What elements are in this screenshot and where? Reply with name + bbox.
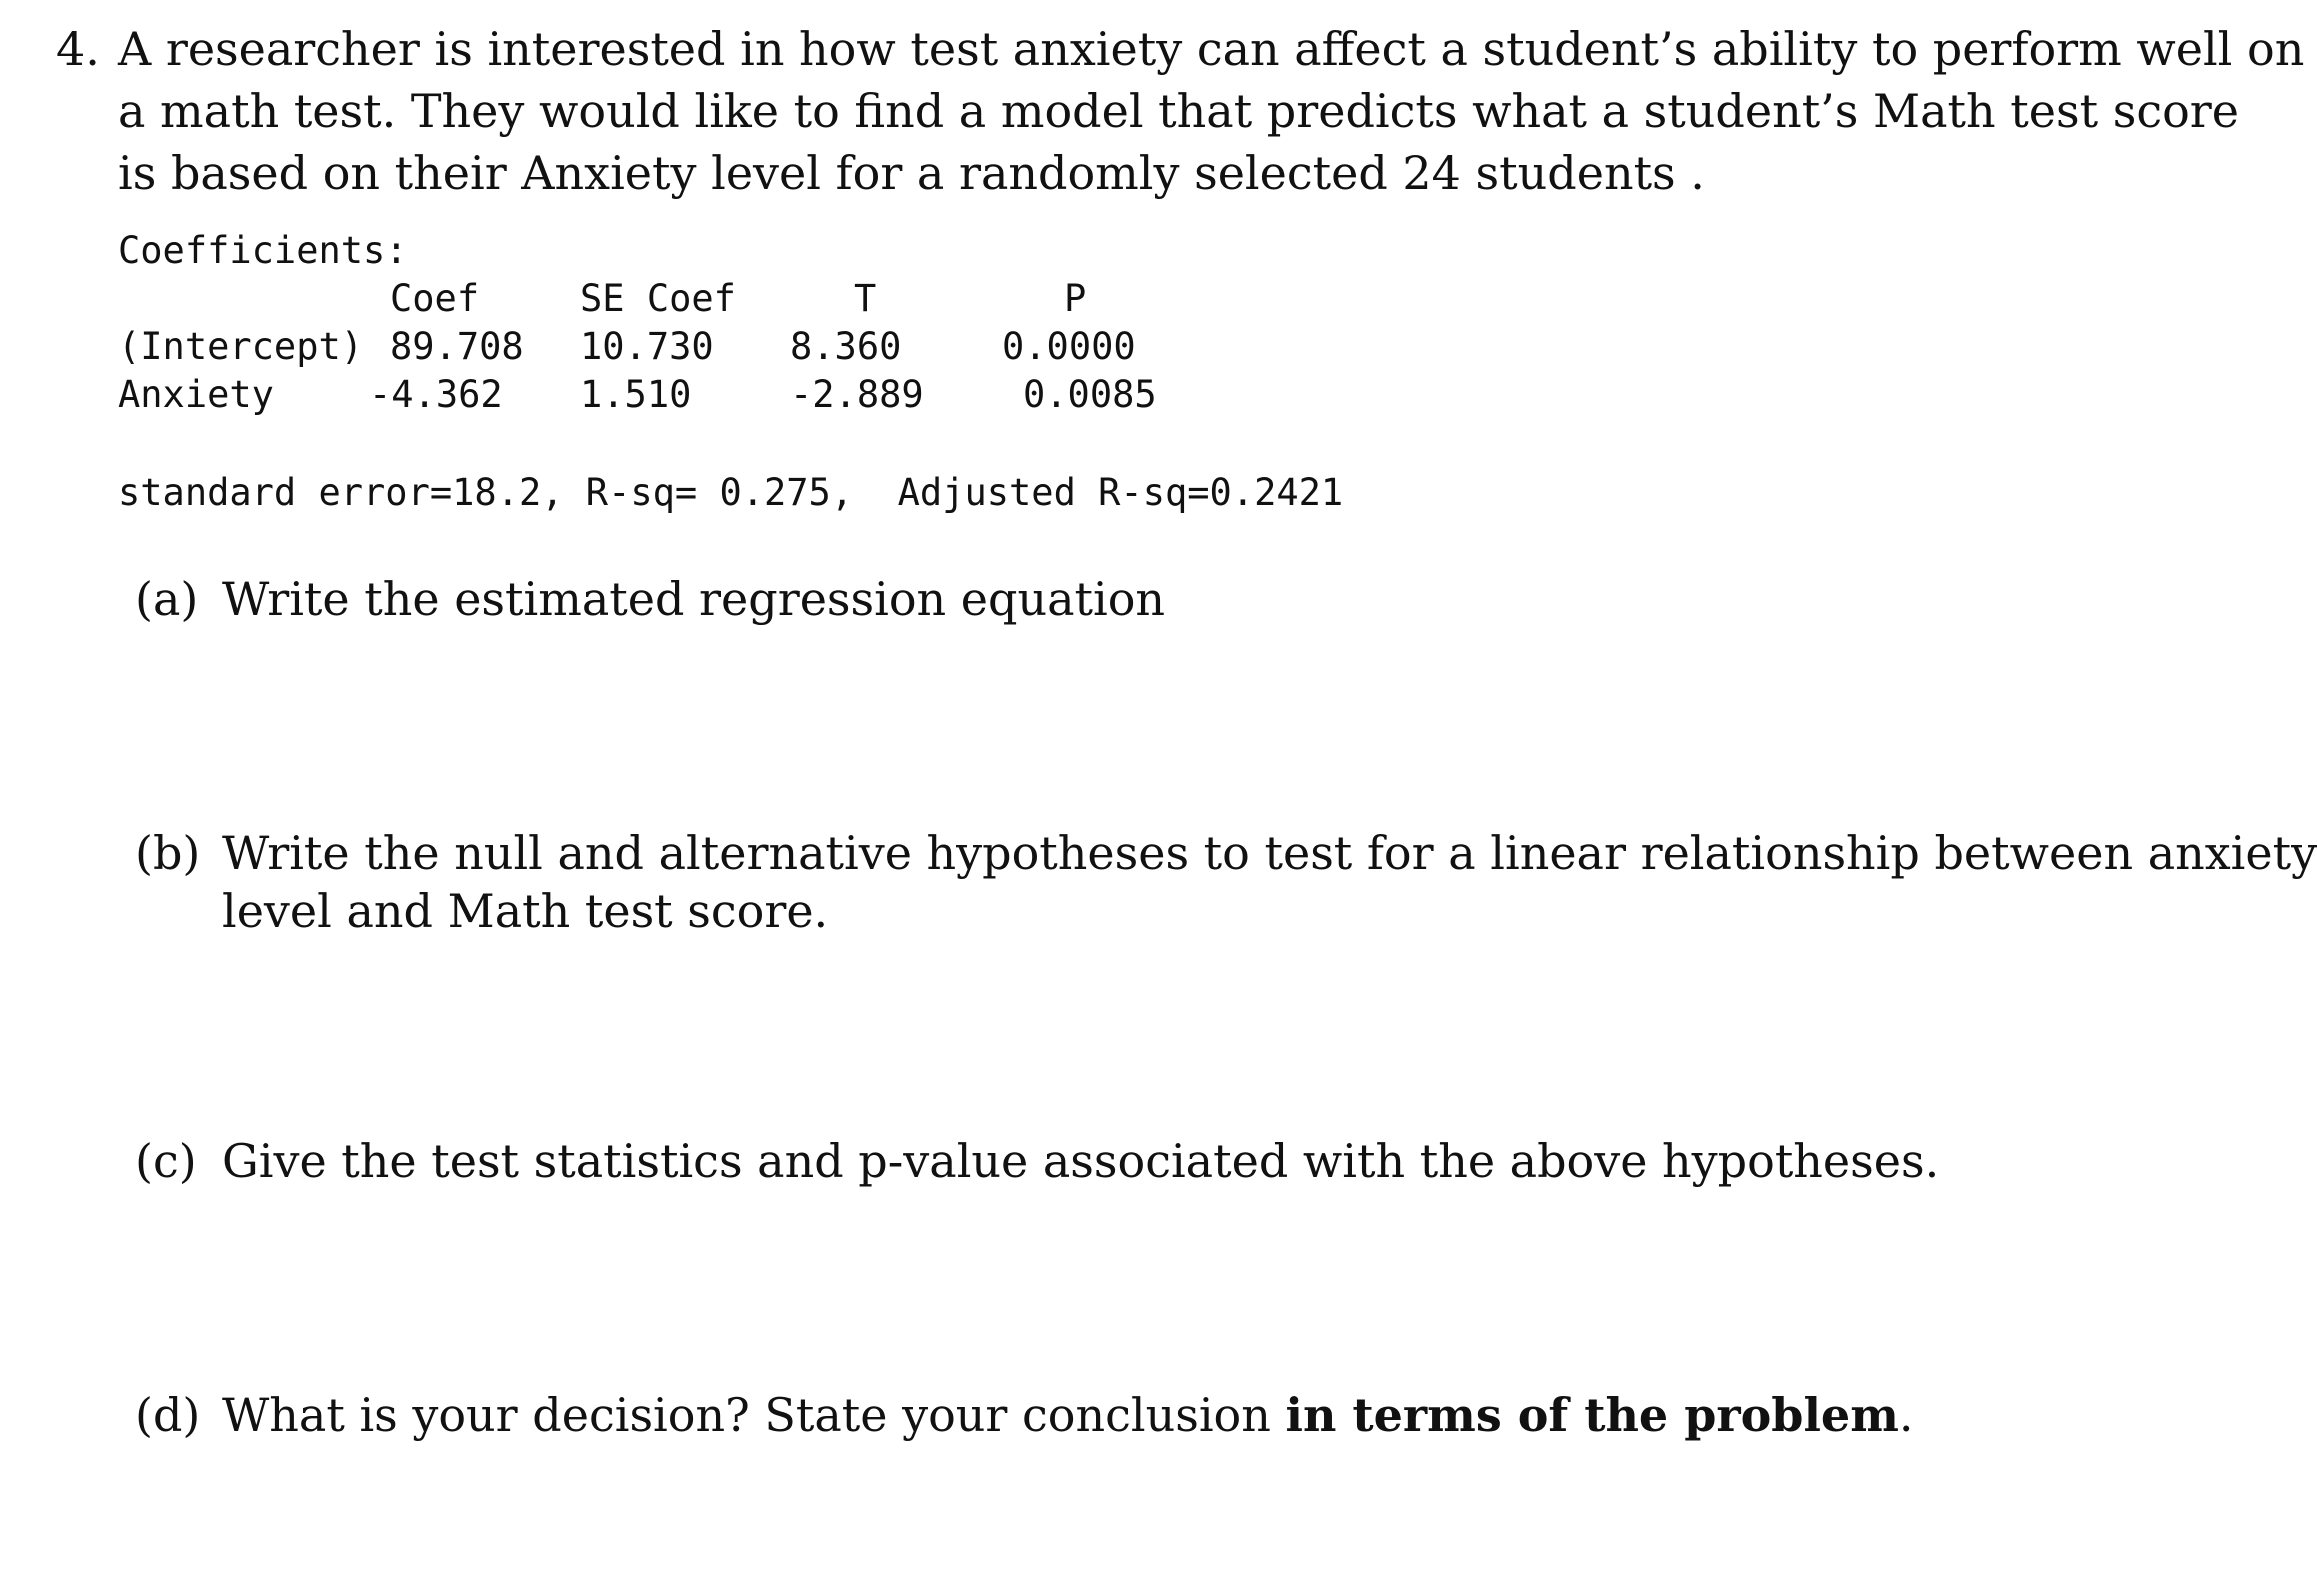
part-c-text: Give the test statistics and p-value associated with the above hypotheses.	[222, 1134, 1940, 1188]
part-c	[0, 1132, 2046, 1192]
cell-anxiety-t: -2.889	[790, 373, 924, 416]
coefficients-title: Coefficients:	[118, 229, 408, 272]
part-d-text-plain: What is your decision? State your conclusion	[222, 1388, 1286, 1442]
part-a	[0, 570, 2046, 630]
problem-statement	[118, 18, 2305, 204]
header-p: P	[1064, 277, 1087, 320]
row-label-intercept: (Intercept)	[118, 325, 364, 368]
part-b-line-1: Write the null and alternative hypotheses to test for a linear relationship between anxiety	[222, 826, 2317, 880]
header-se-coef: SE Coef	[580, 277, 736, 320]
row-label-anxiety: Anxiety	[118, 373, 274, 416]
statement-line-3: is based on their Anxiety level for a randomly selected 24 students .	[118, 146, 1705, 200]
part-a-text: Write the estimated regression equation	[222, 572, 1166, 626]
part-b-label: (b)	[135, 826, 201, 880]
statement-line-1: A researcher is interested in how test anxiety can affect a student’s ability to perform well on	[118, 22, 2305, 76]
cell-intercept-se: 10.730	[580, 325, 714, 368]
cell-intercept-coef: 89.708	[390, 325, 524, 368]
header-t: T	[854, 277, 877, 320]
part-b	[0, 824, 2317, 944]
cell-anxiety-se: 1.510	[580, 373, 692, 416]
part-d-text-end: .	[1898, 1388, 1914, 1442]
part-a-label: (a)	[135, 572, 199, 626]
cell-anxiety-p: 0.0085	[1023, 373, 1157, 416]
part-d-text-bold: in terms of the problem	[1285, 1388, 1899, 1442]
header-coef: Coef	[390, 277, 480, 320]
cell-intercept-t: 8.360	[790, 325, 902, 368]
problem-number: 4.	[56, 22, 100, 76]
part-b-line-2: level and Math test score.	[222, 884, 829, 938]
part-d-text	[222, 1386, 2032, 1444]
model-summary: standard error=18.2, R-sq= 0.275, Adjusted R-sq=0.2421	[118, 471, 1344, 514]
part-c-label: (c)	[135, 1134, 197, 1188]
cell-anxiety-coef: -4.362	[369, 373, 503, 416]
statement-line-2: a math test. They would like to find a model that predicts what a student’s Math test score	[118, 84, 2239, 138]
cell-intercept-p: 0.0000	[1002, 325, 1136, 368]
part-d-label: (d)	[135, 1388, 201, 1442]
part-d	[0, 1386, 2046, 1446]
